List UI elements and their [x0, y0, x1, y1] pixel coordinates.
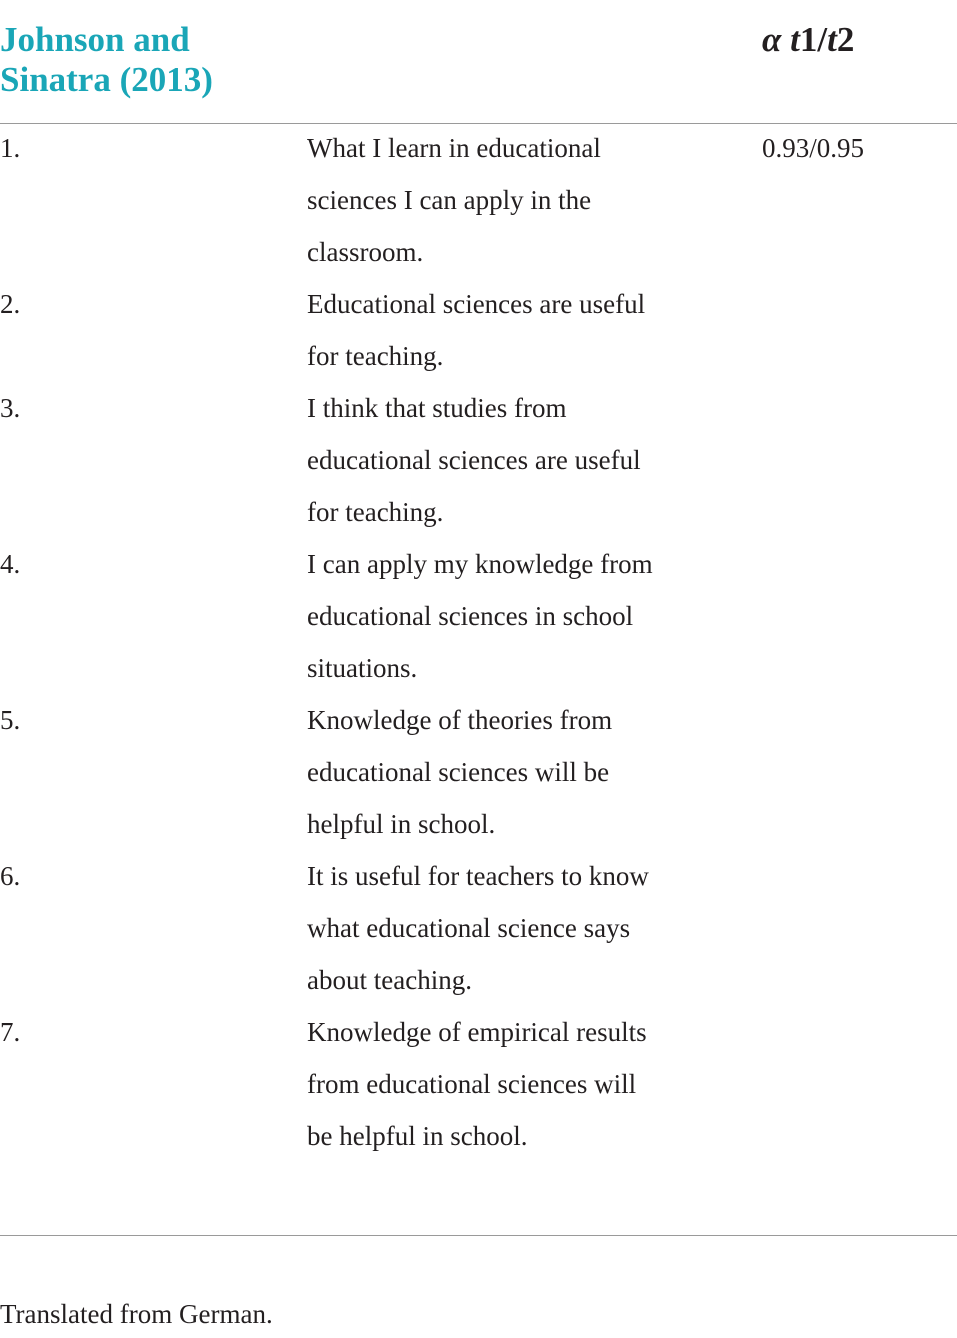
table-row	[0, 850, 957, 1006]
item-number: 7.	[0, 1017, 21, 1047]
header-t2-number: 2	[836, 20, 855, 59]
item-text: Knowledge of empirical results from educational sciences will be helpful in school.	[307, 1017, 647, 1151]
item-number: 4.	[0, 549, 21, 579]
table-body	[0, 122, 957, 1162]
header-t1-letter: t	[790, 20, 800, 59]
item-text: Educational sciences are useful for teaching.	[307, 289, 646, 371]
item-number: 3.	[0, 393, 21, 423]
item-number: 5.	[0, 705, 21, 735]
item-text: I think that studies from educational sciences are useful for teaching.	[307, 393, 641, 527]
table-row	[0, 278, 957, 382]
table-row	[0, 694, 957, 850]
table-row	[0, 382, 957, 538]
header-t2-letter: t	[827, 20, 837, 59]
header-alpha-column	[762, 20, 854, 60]
item-text: What I learn in educational sciences I can apply in the classroom.	[307, 133, 601, 267]
header-alpha-symbol: α	[762, 20, 782, 59]
item-alpha: 0.93/0.95	[762, 133, 865, 163]
table-row	[0, 122, 957, 278]
table-row	[0, 1006, 957, 1162]
table-bottom-rule	[0, 1235, 957, 1236]
header-t1-number: 1/	[799, 20, 828, 59]
item-text: Knowledge of theories from educational sciences will be helpful in school.	[307, 705, 613, 839]
table-footnote: Translated from German.	[0, 1299, 273, 1329]
item-number: 2.	[0, 289, 21, 319]
header-source-column: Johnson and Sinatra (2013)	[0, 20, 213, 99]
item-text: It is useful for teachers to know what educational science says about teaching.	[307, 861, 649, 995]
item-number: 1.	[0, 133, 21, 163]
item-text: I can apply my knowledge from educational sciences in school situations.	[307, 549, 653, 683]
item-number: 6.	[0, 861, 21, 891]
table-row	[0, 538, 957, 694]
